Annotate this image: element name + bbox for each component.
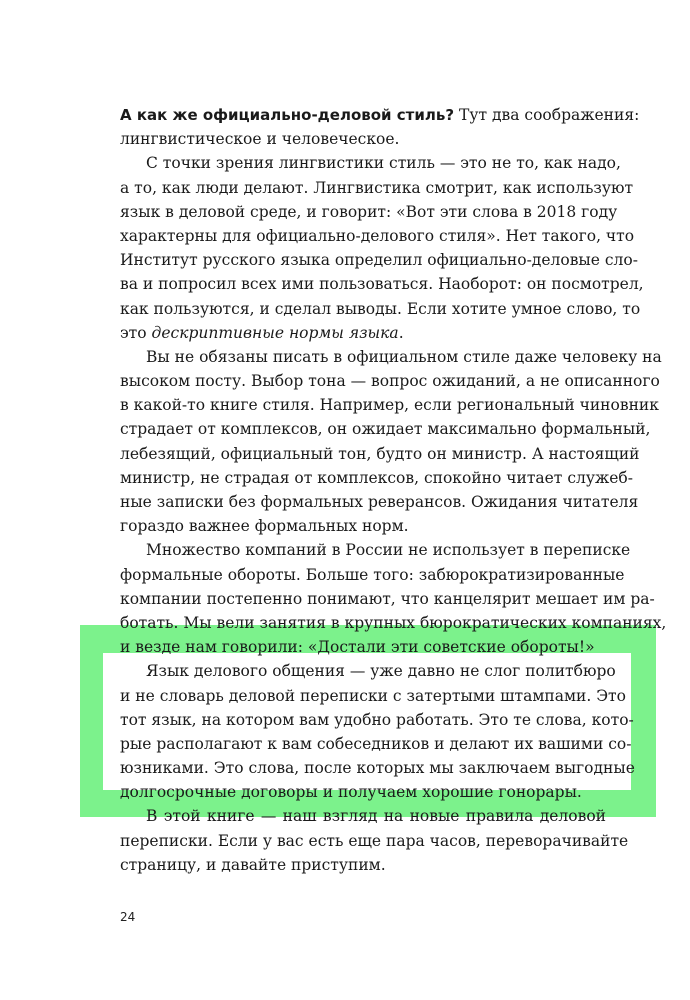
text-line: рые располагают к вам собеседников и делают их вашими со- [120,734,632,753]
text-line: ботать. Мы вели занятия в крупных бюрократических компаниях, [120,613,667,632]
paragraph-2 [120,151,644,345]
paragraph-5-highlighted [120,659,635,804]
italic-term: дескриптивные нормы языка [151,323,399,342]
text-line: формальные обороты. Больше того: забюрократизированные [120,565,625,584]
text-line: ные записки без формальных реверансов. Ожидания читателя [120,493,639,511]
paragraph-4 [120,538,667,659]
text-line: Множество компаний в России не использует в переписке [146,541,631,560]
text-line: Институт русского языка определил официально-деловые сло- [120,251,638,270]
text-line: Вы не обязаны писать в официальном стиле даже человеку на [146,347,662,366]
text-line: это дескриптивные нормы языка. [120,323,404,342]
text-line: и не словарь деловой переписки с затертыми штампами. Это [120,686,626,705]
paragraph-6 [120,804,629,877]
text-line: С точки зрения лингвистики стиль — это не то, как надо, [146,154,621,173]
text-line: страдает от комплексов, он ожидает максимально формальный, [120,420,651,439]
text-line: Язык делового общения — уже давно не слог политбюро [146,662,616,681]
text-line: В этой книге — наш взгляд на новые правила деловой [146,807,606,826]
text-line: переписки. Если у вас есть еще пара часов, переворачивайте [120,831,629,850]
text-line: язык в деловой среде, и говорит: «Вот эти слова в 2018 году [120,202,618,221]
text-line: а то, как люди делают. Лингвистика смотрит, как используют [120,178,634,197]
page-number: 24 [120,910,136,924]
text-line: в какой-то книге стиля. Например, если региональный чиновник [120,396,659,415]
text-line: характерны для официально-делового стиля». Нет такого, что [120,226,635,245]
text-line: тот язык, на котором вам удобно работать. Это те слова, кото- [120,710,634,729]
text-line: гораздо важнее формальных норм. [120,517,409,536]
text-line: А как же официально-деловой стиль? Тут два соображения: [120,106,640,124]
text-line: ва и попросил всех ими пользоваться. Наоборот: он посмотрел, [120,275,644,294]
text-line: как пользуются, и сделал выводы. Если хотите умное слово, то [120,299,641,318]
text-line: страницу, и давайте приступим. [120,855,386,874]
paragraph-1 [120,103,640,151]
text-line: компании постепенно понимают, что канцелярит мешает им ра- [120,589,655,608]
text-line: лингвистическое и человеческое. [120,130,400,149]
text-line: юзниками. Это слова, после которых мы заключаем выгодные [120,759,635,778]
text-line: лебезящий, официальный тон, будто он министр. А настоящий [120,444,640,463]
paragraph-3 [120,345,662,539]
text-line: и везде нам говорили: «Достали эти советские обороты!» [120,638,595,657]
body-text [120,103,667,877]
text-line: высоком посту. Выбор тона — вопрос ожиданий, а не описанного [120,372,660,391]
text-line: долгосрочные договоры и получаем хорошие гонорары. [120,783,582,802]
lead-heading: А как же официально-деловой стиль? [120,106,455,124]
text-line: министр, не страдая от комплексов, спокойно читает служеб- [120,468,633,487]
